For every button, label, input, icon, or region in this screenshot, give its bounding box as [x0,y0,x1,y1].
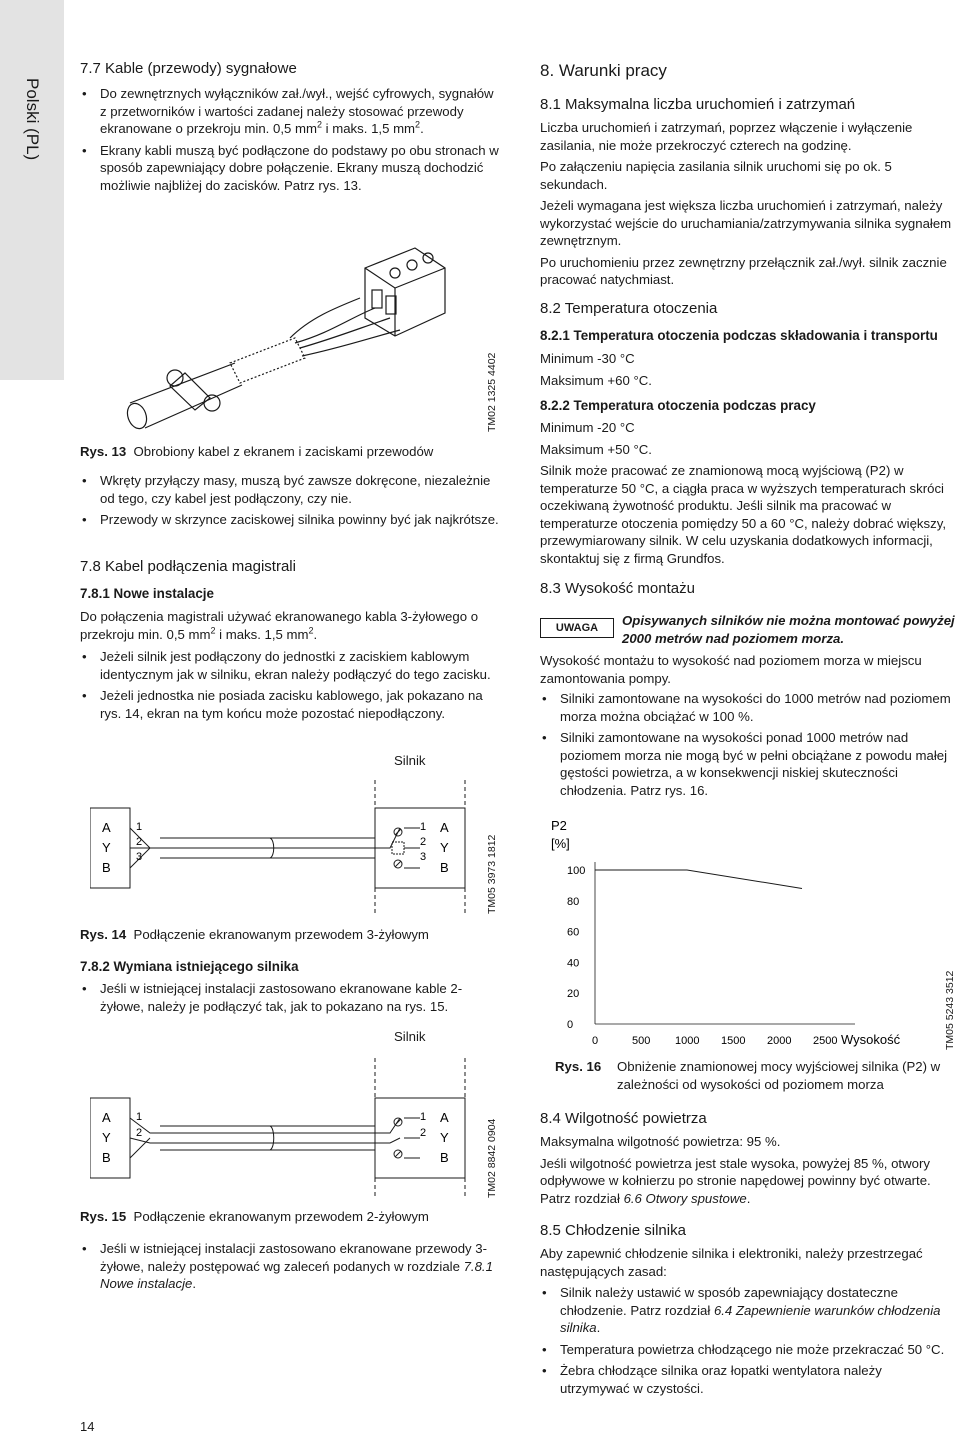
fig15-right-1: 1 [420,1111,427,1123]
chart-xtick-label: 500 [632,1035,651,1047]
section-8-3-text: Wysokość montażu to wysokość nad poziomem morza w miejscu zamontowania pompy. [540,653,922,686]
paragraph: Jeżeli wymagana jest większa liczba uruchomień i zatrzymań, należy wykorzystać wejście do uruchamiania/zatrzymywania silnika sygnałem zewnętrznym. [540,198,952,248]
chart-xtick-label: 0 [592,1035,599,1047]
chart-ytick-label: 100 [567,865,586,877]
language-sidebar [0,0,64,380]
section-8-5-intro: Aby zapewnić chłodzenie silnika i elektroniki, należy przestrzegać następujących zasad: [540,1246,923,1279]
section-8-2-2-title: 8.2.2 Temperatura otoczenia podczas pracy [540,398,816,413]
section-8-3-title: 8.3 Wysokość montażu [540,580,695,597]
paragraph: Maksymalna wilgotność powietrza: 95 %. [540,1134,781,1149]
fig15-left-b: B [102,1150,111,1165]
figure-15-code: TM02 8842 0904 [486,1118,498,1198]
fig14-left-b: B [102,860,111,875]
list-item: • Jeśli w istniejącej instalacji zastosowano ekranowane przewody 3-żyłowe, należy postępować wg zaleceń podanych w rozdziale 7.8.1 Nowe instalacje. [80,1240,500,1293]
fig15-right-y: Y [440,1130,449,1145]
fig15-right-a: A [440,1110,449,1125]
fig15-left-a: A [102,1110,111,1125]
list-item: • Do zewnętrznych wyłączników zał./wył., wejść cyfrowych, sygnałów z przetworników i wartości zadanej należy stosować przewody ekranowane o przekroju min. 0,5 $mm^2$ i maks. 1,5 $mm^2$. [80,85,500,138]
section-7-8-1-title: 7.8.1 Nowe instalacje [80,586,214,601]
section-7-8-title: 7.8 Kabel podłączenia magistrali [80,558,296,575]
list-item: • Silniki zamontowane na wysokości ponad 1000 metrów nad poziomem morza nie mogą być w pełni obciążane z powodu małej gęstości powietrza, a w konsekwencji niskiej skuteczności chłodzenia. Patrz rys. 16. [540,729,955,799]
operation-max: Maksimum +50 °C. [540,441,652,457]
paragraph: Po załączeniu napięcia zasilania silnik uruchomi się po ok. 5 sekundach. [540,159,892,192]
list-item: • Silnik należy ustawić w sposób zapewniający dostateczne chłodzenie. Patrz rozdział 6.4 Zapewnienie warunków chłodzenia silnika. [540,1284,955,1337]
figure-13-code: TM02 1325 4402 [486,352,498,432]
fig14-right-y: Y [440,840,449,855]
list-item: • Żebra chłodzące silnika oraz łopatki wentylatora należy utrzymywać w czystości. [540,1362,955,1397]
section-8-4-title: 8.4 Wilgotność powietrza [540,1110,707,1127]
fig14-left-a: A [102,820,111,835]
fig15-right-b: B [440,1150,449,1165]
chart-ylabel-line1: P2 [551,818,567,833]
chart-xtick-label: 1000 [675,1035,700,1047]
operation-min: Minimum -20 °C [540,420,635,435]
list-item: • Jeżeli silnik jest podłączony do jednostki z zaciskiem kablowym identycznym jak w silniku, ekran należy podłączyć do tego zacisku. [80,648,500,683]
section-7-7-list [80,85,500,198]
fig14-left-1: 1 [136,821,143,833]
warning-text: Opisywanych silników nie można montować powyżej 2000 metrów nad poziomem morza. [622,613,955,646]
chart-ytick-label: 20 [567,988,580,1001]
section-8-5-list [540,1284,955,1401]
language-label: Polski (PL) [23,78,42,161]
section-8-3-list [540,690,955,803]
fig14-right-2: 2 [420,836,427,848]
section-8-2-2-body [540,419,955,571]
paragraph: Po uruchomieniu przez zewnętrzny przełącznik zał./wył. silnik zacznie pracować natychmiast. [540,254,947,287]
paragraph: Liczba uruchomień i zatrzymań, poprzez włączenie i wyłączenie zasilania, nie może przekroczyć czterech na godzinę. [540,120,913,153]
section-8-2-1-body [540,350,955,393]
list-item: • Jeżeli jednostka nie posiada zacisku kablowego, jak pokazano na rys. 14, ekran na tym końcu może pozostać niepodłączony. [80,687,500,722]
figure-13-cable-drawing [110,238,450,438]
chart-ytick-label: 80 [567,895,580,908]
storage-min: Minimum -30 °C [540,351,635,366]
section-8-4-body [540,1133,955,1211]
figure-13-caption: Rys. 13 Obrobiony kabel z ekranem i zaciskami przewodów [80,444,434,459]
figure-15-motor-label: Silnik [394,1029,426,1044]
list-item: • Jeśli w istniejącej instalacji zastosowano ekranowane kable 2-żyłowe, należy je podłączyć tak, jak to pokazano na rys. 15. [80,980,500,1015]
section-7-8-1-list [80,648,500,726]
chart-xlabel: Wysokość [841,1032,901,1047]
fig15-left-1: 1 [136,1111,143,1123]
fig14-left-2: 2 [136,836,143,848]
section-8-1-body [540,119,955,293]
figure-16-code: TM05 5243 3512 [944,970,956,1050]
chart-ylabel-line2: [%] [551,836,570,851]
warning-badge: UWAGA [540,618,614,638]
fig14-left-y: Y [102,840,111,855]
figure-14-diagram [90,780,490,920]
chart-xtick-label: 2500 [813,1035,838,1047]
chart-xtick-label: 1500 [721,1035,746,1047]
list-item: • Silniki zamontowane na wysokości do 1000 metrów nad poziomem morza można obciążać w 100 %. [540,690,955,725]
paragraph: Jeśli wilgotność powietrza jest stale wysoka, powyżej 85 %, otwory odpływowe w kołnierzu po stronie napędowej powinny być otwarte. Patrz rozdział 6.6 Otwory spustowe. [540,1155,931,1206]
section-7-8-2-title: 7.8.2 Wymiana istniejącego silnika [80,959,299,974]
section-8-1-title: 8.1 Maksymalna liczba uruchomień i zatrzymań [540,96,856,113]
storage-max: Maksimum +60 °C. [540,372,652,388]
fig15-left-y: Y [102,1130,111,1145]
chart-ytick-label: 40 [567,957,580,970]
list-item: • Przewody w skrzynce zaciskowej silnika powinny być jak najkrótsze. [80,511,500,529]
fig15-left-2: 2 [136,1127,143,1139]
paragraph: Silnik może pracować ze znamionową mocą wyjściową (P2) w temperaturze 50 °C, a ciągła praca w wyższych temperaturach skróci oczekiwaną żywotność produktu. Jeśli silnik ma pracować w temperaturze otoczenia pomiędzy 50 a 60 °C, należy dobrać większy, przewymiarowany silnik. W celu uzyskania dodatkowych informacji, skontaktuj się z firmą Grundfos. [540,463,946,566]
page-number: 14 [80,1419,95,1434]
fig15-right-2: 2 [420,1127,427,1139]
fig14-right-3: 3 [420,851,427,863]
section-7-8-1-text: Do połączenia magistrali używać ekranowanego kabla 3-żyłowego o przekroju min. 0,5 $mm^2$ i maks. 1,5 $mm^2$. [80,609,479,642]
chart-ytick-label: 60 [567,926,580,939]
figure-15-caption: Rys. 15 Podłączenie ekranowanym przewodem 2-żyłowym [80,1209,429,1224]
list-item: • Ekrany kabli muszą być podłączone do podstawy po obu stronach w sposób zapewniający dobre połączenie. Ekrany muszą dochodzić możliwie najbliżej do zacisków. Patrz rys. 13. [80,142,500,195]
after-figure-13-list [80,472,500,533]
figure-16-caption: Rys. 16 Obniżenie znamionowej mocy wyjściowej silnika (P2) w zależności od wysokości od poziomem morza [555,1059,941,1092]
fig14-right-1: 1 [420,821,427,833]
section-8-2-1-title: 8.2.1 Temperatura otoczenia podczas składowania i transportu [540,328,938,343]
section-8-5-title: 8.5 Chłodzenie silnika [540,1222,686,1239]
figure-16-chart [535,812,935,1062]
chart-xtick-label: 2000 [767,1035,792,1047]
figure-14-code: TM05 3973 1812 [486,834,498,914]
section-8-title: 8. Warunki pracy [540,61,667,80]
list-item: • Temperatura powietrza chłodzącego nie może przekraczać 50 °C. [540,1341,955,1359]
chart-series-line [595,870,802,888]
section-8-2-title: 8.2 Temperatura otoczenia [540,300,718,317]
fig14-left-3: 3 [136,851,143,863]
chart-ytick-label: 0 [567,1019,574,1031]
list-item: • Wkręty przyłączy masy, muszą być zawsze dokręcone, niezależnie od tego, czy kabel jest podłączony, czy nie. [80,472,500,507]
fig14-right-b: B [440,860,449,875]
after-figure-15-list [80,1240,500,1297]
figure-14-motor-label: Silnik [394,753,426,768]
section-7-8-2-list [80,980,500,1019]
section-7-7-title: 7.7 Kable (przewody) sygnałowe [80,60,297,77]
figure-15-diagram [90,1058,490,1198]
fig14-right-a: A [440,820,449,835]
figure-14-caption: Rys. 14 Podłączenie ekranowanym przewodem 3-żyłowym [80,927,429,942]
